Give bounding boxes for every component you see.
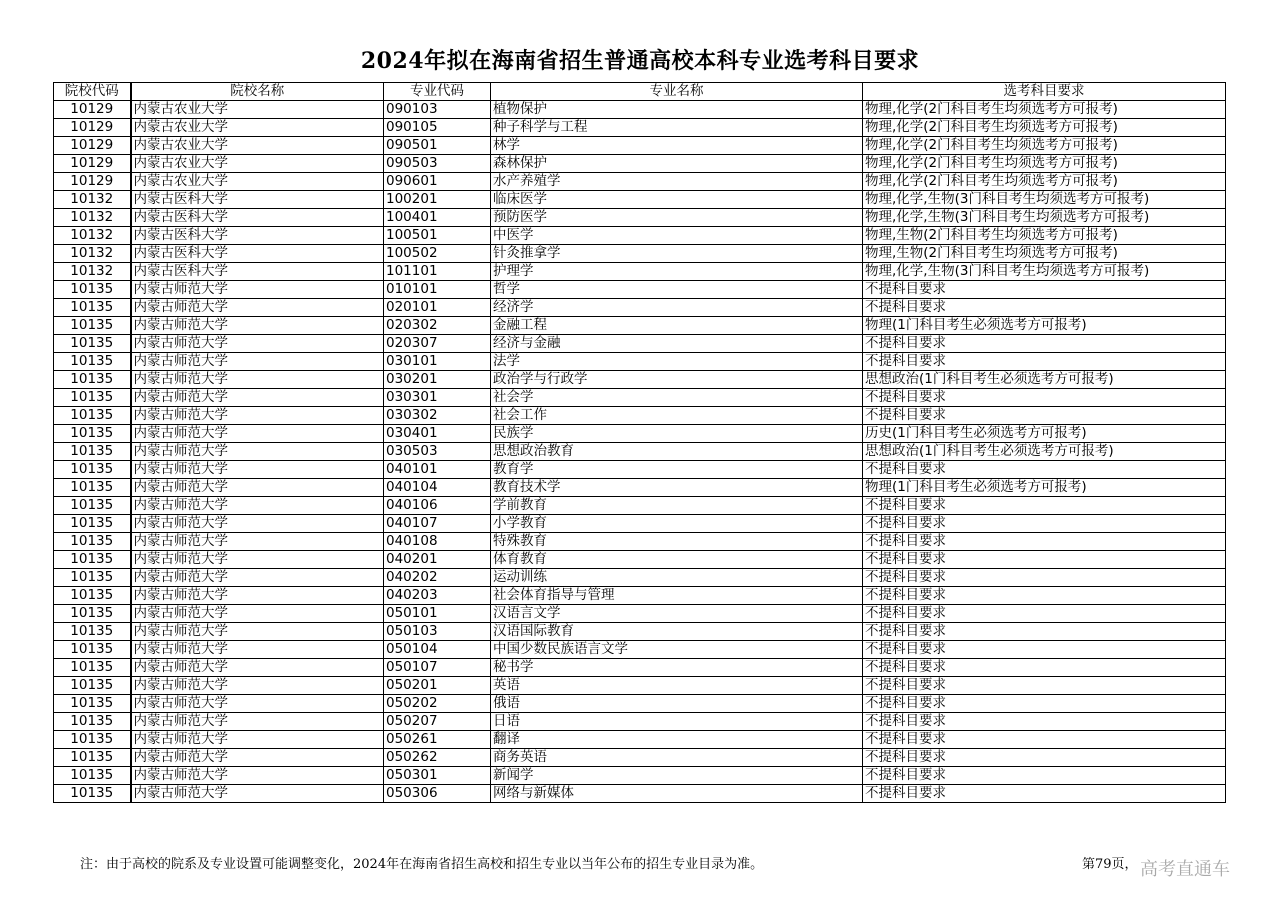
cell-school-code: 10135 — [54, 767, 131, 785]
cell-major-name: 种子科学与工程 — [491, 119, 863, 137]
table-row — [54, 227, 1226, 245]
cell-major-code: 050107 — [384, 659, 491, 677]
cell-school-name: 内蒙古农业大学 — [131, 101, 384, 119]
cell-subject-requirement: 不提科目要求 — [863, 389, 1226, 407]
cell-subject-requirement: 不提科目要求 — [863, 587, 1226, 605]
table-row — [54, 659, 1226, 677]
cell-major-name: 经济学 — [491, 299, 863, 317]
cell-school-name: 内蒙古医科大学 — [131, 245, 384, 263]
table-row — [54, 353, 1226, 371]
cell-major-name: 森林保护 — [491, 155, 863, 173]
header-major-code: 专业代码 — [384, 83, 491, 101]
table-row — [54, 371, 1226, 389]
cell-subject-requirement: 不提科目要求 — [863, 461, 1226, 479]
cell-major-name: 植物保护 — [491, 101, 863, 119]
cell-major-name: 针灸推拿学 — [491, 245, 863, 263]
cell-major-name: 翻译 — [491, 731, 863, 749]
cell-school-code: 10132 — [54, 227, 131, 245]
cell-major-code: 101101 — [384, 263, 491, 281]
cell-school-name: 内蒙古师范大学 — [131, 659, 384, 677]
cell-major-name: 教育学 — [491, 461, 863, 479]
cell-major-name: 政治学与行政学 — [491, 371, 863, 389]
cell-major-code: 020307 — [384, 335, 491, 353]
cell-school-code: 10135 — [54, 407, 131, 425]
cell-school-code: 10135 — [54, 353, 131, 371]
cell-major-name: 汉语言文学 — [491, 605, 863, 623]
cell-major-code: 030401 — [384, 425, 491, 443]
cell-school-code: 10135 — [54, 605, 131, 623]
cell-school-code: 10135 — [54, 515, 131, 533]
cell-school-name: 内蒙古师范大学 — [131, 353, 384, 371]
table-row — [54, 785, 1226, 803]
cell-subject-requirement: 物理,生物(2门科目考生均须选考方可报考) — [863, 227, 1226, 245]
table-row — [54, 389, 1226, 407]
cell-major-name: 护理学 — [491, 263, 863, 281]
cell-school-name: 内蒙古师范大学 — [131, 551, 384, 569]
table-row — [54, 713, 1226, 731]
cell-subject-requirement: 物理,化学,生物(3门科目考生均须选考方可报考) — [863, 263, 1226, 281]
table-header-row — [54, 83, 1226, 101]
cell-school-name: 内蒙古师范大学 — [131, 749, 384, 767]
cell-school-name: 内蒙古师范大学 — [131, 335, 384, 353]
cell-school-name: 内蒙古师范大学 — [131, 479, 384, 497]
cell-school-code: 10135 — [54, 569, 131, 587]
cell-school-name: 内蒙古医科大学 — [131, 227, 384, 245]
header-major-name: 专业名称 — [491, 83, 863, 101]
table-row — [54, 101, 1226, 119]
cell-major-name: 哲学 — [491, 281, 863, 299]
watermark: 高考直通车 — [1140, 859, 1230, 880]
table-row — [54, 587, 1226, 605]
cell-major-name: 学前教育 — [491, 497, 863, 515]
cell-major-code: 040106 — [384, 497, 491, 515]
cell-school-code: 10135 — [54, 659, 131, 677]
cell-major-code: 050103 — [384, 623, 491, 641]
cell-subject-requirement: 不提科目要求 — [863, 731, 1226, 749]
cell-subject-requirement: 不提科目要求 — [863, 605, 1226, 623]
cell-subject-requirement: 历史(1门科目考生必须选考方可报考) — [863, 425, 1226, 443]
cell-subject-requirement: 不提科目要求 — [863, 569, 1226, 587]
cell-school-code: 10135 — [54, 677, 131, 695]
cell-school-name: 内蒙古师范大学 — [131, 713, 384, 731]
cell-school-name: 内蒙古师范大学 — [131, 677, 384, 695]
cell-school-code: 10135 — [54, 479, 131, 497]
cell-subject-requirement: 不提科目要求 — [863, 641, 1226, 659]
cell-school-name: 内蒙古师范大学 — [131, 299, 384, 317]
cell-school-code: 10135 — [54, 785, 131, 803]
cell-major-name: 水产养殖学 — [491, 173, 863, 191]
cell-subject-requirement: 物理,化学(2门科目考生均须选考方可报考) — [863, 155, 1226, 173]
cell-major-code: 100502 — [384, 245, 491, 263]
cell-subject-requirement: 不提科目要求 — [863, 767, 1226, 785]
cell-school-code: 10135 — [54, 425, 131, 443]
cell-subject-requirement: 物理(1门科目考生必须选考方可报考) — [863, 479, 1226, 497]
cell-major-code: 030503 — [384, 443, 491, 461]
cell-major-code: 040202 — [384, 569, 491, 587]
cell-school-name: 内蒙古师范大学 — [131, 443, 384, 461]
cell-subject-requirement: 物理,化学(2门科目考生均须选考方可报考) — [863, 119, 1226, 137]
table-row — [54, 299, 1226, 317]
cell-school-name: 内蒙古师范大学 — [131, 587, 384, 605]
table-row — [54, 461, 1226, 479]
cell-school-code: 10135 — [54, 695, 131, 713]
cell-subject-requirement: 物理(1门科目考生必须选考方可报考) — [863, 317, 1226, 335]
table-row — [54, 497, 1226, 515]
cell-major-name: 商务英语 — [491, 749, 863, 767]
cell-school-name: 内蒙古农业大学 — [131, 173, 384, 191]
cell-major-code: 040203 — [384, 587, 491, 605]
cell-school-code: 10129 — [54, 137, 131, 155]
cell-major-name: 特殊教育 — [491, 533, 863, 551]
cell-major-name: 民族学 — [491, 425, 863, 443]
cell-school-code: 10135 — [54, 731, 131, 749]
cell-school-code: 10135 — [54, 317, 131, 335]
cell-subject-requirement: 不提科目要求 — [863, 713, 1226, 731]
cell-school-code: 10135 — [54, 371, 131, 389]
cell-school-code: 10135 — [54, 641, 131, 659]
header-school-name: 院校名称 — [131, 83, 384, 101]
cell-subject-requirement: 不提科目要求 — [863, 335, 1226, 353]
cell-major-code: 050207 — [384, 713, 491, 731]
cell-school-name: 内蒙古师范大学 — [131, 785, 384, 803]
cell-subject-requirement: 不提科目要求 — [863, 407, 1226, 425]
cell-school-name: 内蒙古师范大学 — [131, 731, 384, 749]
footer-note: 注：由于高校的院系及专业设置可能调整变化，2024年在海南省招生高校和招生专业以当年公布的招生专业目录为准。 — [80, 857, 764, 872]
header-school-code: 院校代码 — [54, 83, 131, 101]
cell-school-name: 内蒙古师范大学 — [131, 533, 384, 551]
cell-major-code: 090601 — [384, 173, 491, 191]
cell-subject-requirement: 物理,化学,生物(3门科目考生均须选考方可报考) — [863, 191, 1226, 209]
cell-school-name: 内蒙古师范大学 — [131, 407, 384, 425]
cell-school-code: 10132 — [54, 191, 131, 209]
cell-major-code: 040101 — [384, 461, 491, 479]
cell-school-name: 内蒙古农业大学 — [131, 137, 384, 155]
table-row — [54, 245, 1226, 263]
cell-subject-requirement: 物理,生物(2门科目考生均须选考方可报考) — [863, 245, 1226, 263]
table-row — [54, 749, 1226, 767]
cell-major-code: 040201 — [384, 551, 491, 569]
table-row — [54, 155, 1226, 173]
cell-major-code: 090503 — [384, 155, 491, 173]
table-row — [54, 335, 1226, 353]
table-row — [54, 677, 1226, 695]
cell-school-code: 10135 — [54, 623, 131, 641]
cell-major-name: 社会体育指导与管理 — [491, 587, 863, 605]
cell-major-code: 050104 — [384, 641, 491, 659]
cell-subject-requirement: 思想政治(1门科目考生必须选考方可报考) — [863, 371, 1226, 389]
cell-major-code: 010101 — [384, 281, 491, 299]
cell-school-code: 10129 — [54, 155, 131, 173]
table-row — [54, 443, 1226, 461]
cell-major-code: 050101 — [384, 605, 491, 623]
table-row — [54, 533, 1226, 551]
cell-major-code: 030201 — [384, 371, 491, 389]
cell-school-code: 10132 — [54, 263, 131, 281]
cell-major-name: 经济与金融 — [491, 335, 863, 353]
cell-major-code: 030101 — [384, 353, 491, 371]
table-row — [54, 263, 1226, 281]
cell-major-code: 030302 — [384, 407, 491, 425]
cell-school-name: 内蒙古师范大学 — [131, 569, 384, 587]
cell-major-name: 俄语 — [491, 695, 863, 713]
cell-major-name: 社会学 — [491, 389, 863, 407]
cell-major-name: 新闻学 — [491, 767, 863, 785]
page-title: 2024年拟在海南省招生普通高校本科专业选考科目要求 — [360, 48, 920, 74]
cell-major-code: 020302 — [384, 317, 491, 335]
cell-school-name: 内蒙古医科大学 — [131, 263, 384, 281]
cell-school-name: 内蒙古师范大学 — [131, 767, 384, 785]
cell-major-name: 日语 — [491, 713, 863, 731]
cell-major-name: 中医学 — [491, 227, 863, 245]
table-row — [54, 317, 1226, 335]
page-number: 第79页， — [1082, 857, 1138, 872]
cell-subject-requirement: 不提科目要求 — [863, 677, 1226, 695]
table-row — [54, 425, 1226, 443]
cell-school-code: 10129 — [54, 173, 131, 191]
cell-school-name: 内蒙古师范大学 — [131, 425, 384, 443]
cell-major-name: 体育教育 — [491, 551, 863, 569]
cell-school-code: 10129 — [54, 101, 131, 119]
cell-school-code: 10135 — [54, 533, 131, 551]
cell-major-code: 050262 — [384, 749, 491, 767]
cell-subject-requirement: 不提科目要求 — [863, 623, 1226, 641]
cell-major-name: 预防医学 — [491, 209, 863, 227]
cell-subject-requirement: 不提科目要求 — [863, 281, 1226, 299]
cell-school-name: 内蒙古师范大学 — [131, 515, 384, 533]
table-row — [54, 767, 1226, 785]
cell-school-name: 内蒙古师范大学 — [131, 317, 384, 335]
cell-major-code: 020101 — [384, 299, 491, 317]
cell-school-code: 10132 — [54, 245, 131, 263]
cell-major-code: 090105 — [384, 119, 491, 137]
cell-school-code: 10129 — [54, 119, 131, 137]
table-row — [54, 137, 1226, 155]
header-subject-requirement: 选考科目要求 — [863, 83, 1226, 101]
cell-subject-requirement: 不提科目要求 — [863, 785, 1226, 803]
cell-school-name: 内蒙古师范大学 — [131, 389, 384, 407]
cell-subject-requirement: 物理,化学(2门科目考生均须选考方可报考) — [863, 173, 1226, 191]
cell-major-name: 网络与新媒体 — [491, 785, 863, 803]
cell-school-name: 内蒙古师范大学 — [131, 695, 384, 713]
cell-major-code: 050261 — [384, 731, 491, 749]
cell-major-code: 040107 — [384, 515, 491, 533]
cell-school-code: 10135 — [54, 281, 131, 299]
cell-major-name: 金融工程 — [491, 317, 863, 335]
table-row — [54, 551, 1226, 569]
table-row — [54, 605, 1226, 623]
cell-subject-requirement: 不提科目要求 — [863, 749, 1226, 767]
cell-major-code: 100401 — [384, 209, 491, 227]
cell-major-code: 050306 — [384, 785, 491, 803]
cell-major-name: 英语 — [491, 677, 863, 695]
requirements-table — [53, 82, 1226, 803]
cell-major-code: 090103 — [384, 101, 491, 119]
cell-school-code: 10135 — [54, 335, 131, 353]
table-row — [54, 515, 1226, 533]
cell-school-code: 10135 — [54, 587, 131, 605]
cell-subject-requirement: 物理,化学(2门科目考生均须选考方可报考) — [863, 101, 1226, 119]
cell-major-code: 090501 — [384, 137, 491, 155]
cell-school-name: 内蒙古农业大学 — [131, 119, 384, 137]
cell-major-code: 050201 — [384, 677, 491, 695]
cell-school-name: 内蒙古医科大学 — [131, 209, 384, 227]
cell-subject-requirement: 不提科目要求 — [863, 497, 1226, 515]
cell-school-code: 10135 — [54, 461, 131, 479]
cell-major-name: 中国少数民族语言文学 — [491, 641, 863, 659]
table-body — [54, 101, 1226, 803]
cell-major-name: 汉语国际教育 — [491, 623, 863, 641]
cell-subject-requirement: 不提科目要求 — [863, 515, 1226, 533]
cell-school-code: 10135 — [54, 551, 131, 569]
cell-subject-requirement: 物理,化学(2门科目考生均须选考方可报考) — [863, 137, 1226, 155]
cell-school-code: 10135 — [54, 299, 131, 317]
cell-subject-requirement: 物理,化学,生物(3门科目考生均须选考方可报考) — [863, 209, 1226, 227]
cell-school-name: 内蒙古师范大学 — [131, 371, 384, 389]
cell-major-name: 运动训练 — [491, 569, 863, 587]
cell-school-code: 10132 — [54, 209, 131, 227]
table-row — [54, 173, 1226, 191]
table-row — [54, 623, 1226, 641]
cell-school-code: 10135 — [54, 713, 131, 731]
cell-school-code: 10135 — [54, 497, 131, 515]
cell-subject-requirement: 不提科目要求 — [863, 551, 1226, 569]
table-row — [54, 731, 1226, 749]
cell-major-name: 秘书学 — [491, 659, 863, 677]
cell-major-code: 050202 — [384, 695, 491, 713]
cell-school-code: 10135 — [54, 749, 131, 767]
cell-school-name: 内蒙古医科大学 — [131, 191, 384, 209]
cell-subject-requirement: 不提科目要求 — [863, 299, 1226, 317]
table-row — [54, 191, 1226, 209]
cell-subject-requirement: 不提科目要求 — [863, 353, 1226, 371]
cell-major-code: 100201 — [384, 191, 491, 209]
cell-major-code: 040104 — [384, 479, 491, 497]
cell-major-name: 临床医学 — [491, 191, 863, 209]
cell-major-name: 思想政治教育 — [491, 443, 863, 461]
cell-major-code: 040108 — [384, 533, 491, 551]
cell-major-code: 030301 — [384, 389, 491, 407]
cell-major-name: 小学教育 — [491, 515, 863, 533]
table-row — [54, 641, 1226, 659]
cell-school-name: 内蒙古师范大学 — [131, 641, 384, 659]
table-row — [54, 569, 1226, 587]
cell-major-name: 社会工作 — [491, 407, 863, 425]
table-row — [54, 695, 1226, 713]
cell-school-name: 内蒙古师范大学 — [131, 281, 384, 299]
table-row — [54, 479, 1226, 497]
cell-major-code: 100501 — [384, 227, 491, 245]
cell-major-name: 林学 — [491, 137, 863, 155]
cell-major-name: 教育技术学 — [491, 479, 863, 497]
cell-school-code: 10135 — [54, 443, 131, 461]
cell-school-name: 内蒙古师范大学 — [131, 497, 384, 515]
cell-school-name: 内蒙古师范大学 — [131, 623, 384, 641]
table-row — [54, 281, 1226, 299]
cell-school-name: 内蒙古农业大学 — [131, 155, 384, 173]
cell-subject-requirement: 思想政治(1门科目考生必须选考方可报考) — [863, 443, 1226, 461]
cell-major-name: 法学 — [491, 353, 863, 371]
table-row — [54, 407, 1226, 425]
cell-subject-requirement: 不提科目要求 — [863, 659, 1226, 677]
cell-subject-requirement: 不提科目要求 — [863, 533, 1226, 551]
cell-school-name: 内蒙古师范大学 — [131, 605, 384, 623]
cell-major-code: 050301 — [384, 767, 491, 785]
cell-subject-requirement: 不提科目要求 — [863, 695, 1226, 713]
table-row — [54, 209, 1226, 227]
table-row — [54, 119, 1226, 137]
cell-school-name: 内蒙古师范大学 — [131, 461, 384, 479]
cell-school-code: 10135 — [54, 389, 131, 407]
